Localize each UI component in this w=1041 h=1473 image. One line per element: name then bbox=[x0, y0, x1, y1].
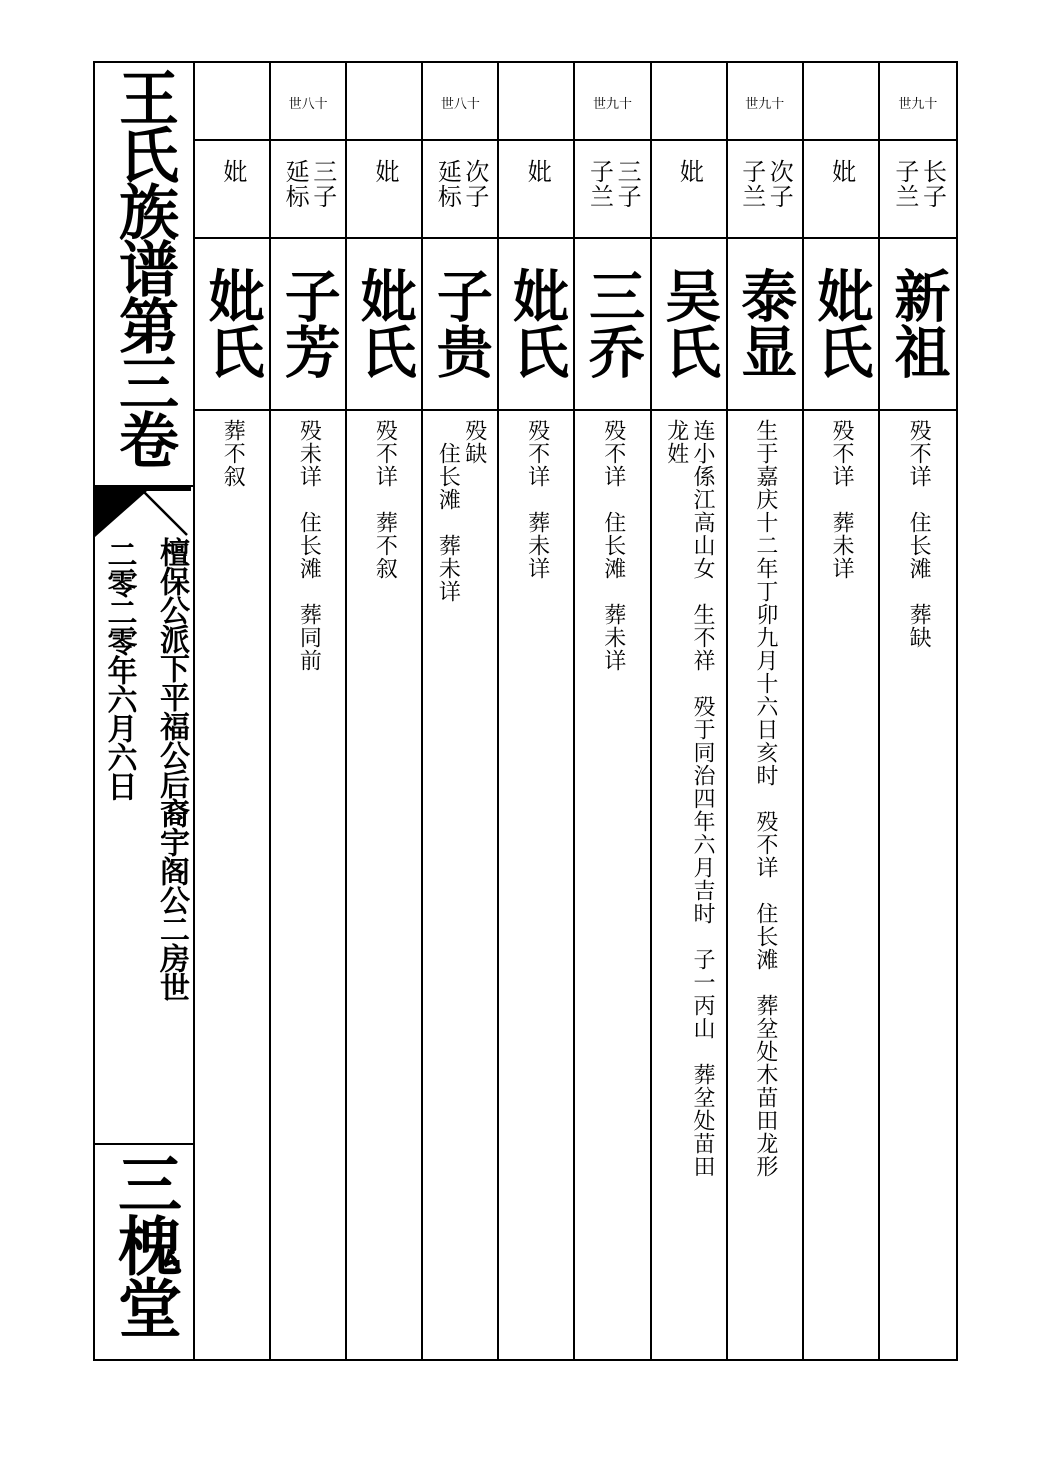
detail-cell bbox=[575, 411, 649, 1359]
book-title-box bbox=[95, 63, 193, 487]
branch-lineage: 檀保公派下平福公后裔宇阁公二房世 bbox=[154, 537, 189, 1001]
hall-name: 三槐堂 bbox=[107, 1151, 182, 1337]
relation-text: 三子 子兰 bbox=[585, 159, 642, 209]
name-cell bbox=[423, 239, 497, 411]
relation-cell bbox=[499, 141, 573, 239]
member-detail: 殁不详 葬不叙 bbox=[372, 419, 398, 580]
book-title: 王氏族谱第三卷 bbox=[109, 67, 179, 466]
member-name: 新祖 bbox=[885, 267, 952, 379]
title-column bbox=[95, 63, 195, 1359]
member-column bbox=[880, 63, 956, 1359]
name-cell bbox=[652, 239, 726, 411]
detail-cell bbox=[728, 411, 802, 1359]
hall-name-box bbox=[95, 1143, 193, 1359]
member-name: 妣氏 bbox=[199, 267, 266, 379]
detail-cell bbox=[423, 411, 497, 1359]
detail-cell bbox=[347, 411, 421, 1359]
member-detail: 殁不详 住长滩 葬未详 bbox=[600, 419, 626, 672]
relation-cell bbox=[880, 141, 956, 239]
member-detail: 葬不叙 bbox=[220, 419, 246, 488]
member-name: 子贵 bbox=[427, 267, 494, 379]
member-detail: 殁缺 住长滩 葬未详 bbox=[435, 419, 487, 603]
relation-text: 妣 bbox=[827, 159, 856, 184]
relation-text: 妣 bbox=[218, 159, 247, 184]
name-cell bbox=[499, 239, 573, 411]
relation-cell bbox=[423, 141, 497, 239]
member-name: 泰显 bbox=[732, 267, 799, 379]
generation-label: 世九十 bbox=[880, 63, 956, 141]
generation-label bbox=[195, 63, 269, 141]
name-cell bbox=[195, 239, 269, 411]
detail-cell bbox=[499, 411, 573, 1359]
relation-cell bbox=[195, 141, 269, 239]
member-detail: 殁不详 葬未详 bbox=[828, 419, 854, 580]
member-name: 子芳 bbox=[275, 267, 342, 379]
member-name: 吴氏 bbox=[656, 267, 723, 379]
relation-text: 妣 bbox=[371, 159, 400, 184]
member-column bbox=[347, 63, 423, 1359]
relation-text: 妣 bbox=[675, 159, 704, 184]
name-cell bbox=[728, 239, 802, 411]
relation-cell bbox=[728, 141, 802, 239]
member-column bbox=[499, 63, 575, 1359]
detail-cell bbox=[652, 411, 726, 1359]
name-cell bbox=[804, 239, 878, 411]
name-cell bbox=[575, 239, 649, 411]
member-detail: 生于嘉庆十二年丁卯九月十六日亥时 殁不详 住长滩 葬坌处木苗田龙形 bbox=[752, 419, 778, 1178]
member-column bbox=[271, 63, 347, 1359]
generation-label bbox=[652, 63, 726, 141]
relation-cell bbox=[347, 141, 421, 239]
member-detail: 殁不详 住长滩 葬缺 bbox=[906, 419, 932, 649]
member-name: 妣氏 bbox=[808, 267, 875, 379]
name-cell bbox=[271, 239, 345, 411]
name-cell bbox=[347, 239, 421, 411]
relation-cell bbox=[804, 141, 878, 239]
member-column bbox=[804, 63, 880, 1359]
relation-text: 三子 延标 bbox=[281, 159, 337, 209]
generation-label: 世八十 bbox=[423, 63, 497, 141]
generation-label bbox=[499, 63, 573, 141]
name-cell bbox=[880, 239, 956, 411]
generation-label bbox=[804, 63, 878, 141]
detail-cell bbox=[804, 411, 878, 1359]
member-name: 妣氏 bbox=[503, 267, 570, 379]
relation-cell bbox=[652, 141, 726, 239]
member-name: 三乔 bbox=[580, 267, 647, 379]
member-column bbox=[575, 63, 651, 1359]
relation-cell bbox=[271, 141, 345, 239]
member-column bbox=[728, 63, 804, 1359]
member-name: 妣氏 bbox=[351, 267, 418, 379]
detail-cell bbox=[195, 411, 269, 1359]
member-column bbox=[423, 63, 499, 1359]
genealogy-page bbox=[93, 61, 958, 1361]
detail-cell bbox=[271, 411, 345, 1359]
member-grid bbox=[195, 63, 956, 1359]
generation-label bbox=[347, 63, 421, 141]
relation-text: 次子 子兰 bbox=[737, 159, 794, 209]
member-detail: 殁不详 葬未详 bbox=[524, 419, 550, 580]
detail-cell bbox=[880, 411, 956, 1359]
compile-date: 二零二零年六月六日 bbox=[101, 539, 137, 800]
member-detail: 连小係江高山女 生不祥 殁于同治四年六月吉时 子一丙山 葬坌处苗田 龙姓 bbox=[663, 419, 715, 1178]
member-column bbox=[195, 63, 271, 1359]
relation-text: 次子 延标 bbox=[433, 159, 489, 209]
relation-text: 妣 bbox=[523, 159, 552, 184]
relation-cell bbox=[575, 141, 649, 239]
member-detail: 殁未详 住长滩 葬同前 bbox=[296, 419, 322, 672]
relation-text: 长子 子兰 bbox=[890, 159, 947, 209]
member-column bbox=[652, 63, 728, 1359]
generation-label: 世九十 bbox=[728, 63, 802, 141]
generation-label: 世九十 bbox=[575, 63, 649, 141]
generation-label: 世八十 bbox=[271, 63, 345, 141]
